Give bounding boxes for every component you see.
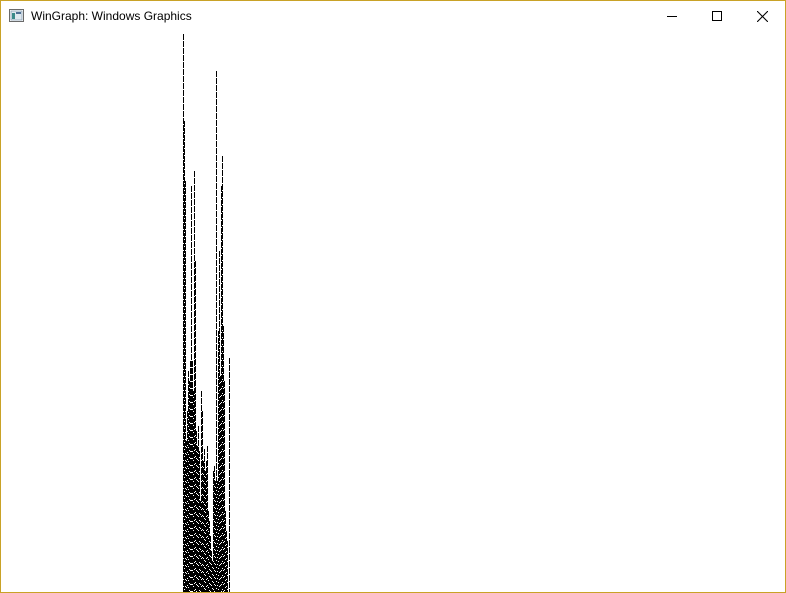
graphics-canvas-area <box>1 31 785 593</box>
graphics-canvas <box>1 31 785 593</box>
minimize-button[interactable] <box>649 1 695 31</box>
close-icon <box>757 11 768 22</box>
app-icon[interactable] <box>9 9 24 22</box>
maximize-icon <box>712 11 722 21</box>
close-button[interactable] <box>739 1 785 31</box>
title-bar[interactable] <box>1 1 785 31</box>
drawn-lines <box>184 34 230 593</box>
minimize-icon <box>667 11 677 21</box>
maximize-button[interactable] <box>694 1 740 31</box>
window-title: WinGraph: Windows Graphics <box>31 9 192 23</box>
